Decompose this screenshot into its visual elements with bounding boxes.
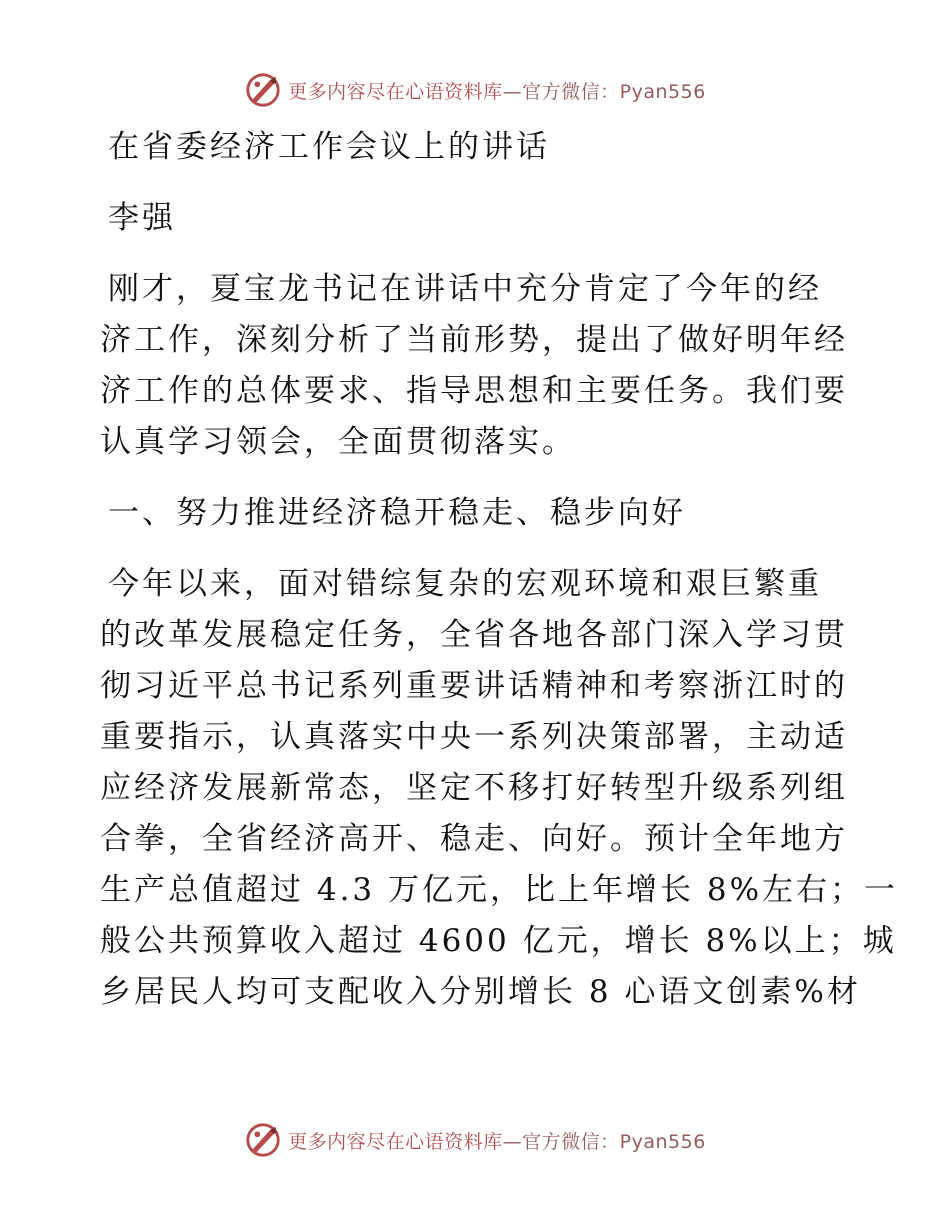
paragraph-line: 今年以来，面对错综复杂的宏观环境和艰巨繁重	[108, 566, 822, 602]
watermark-banner-bottom	[0, 1118, 950, 1162]
paragraph-line: 生产总值超过 4.3 万亿元，比上年增长 8%左右；一	[100, 872, 899, 908]
watermark-main: 更多内容尽在心语资料库	[288, 80, 503, 103]
paragraph-line: 的改革发展稳定任务，全省各地各部门深入学习贯	[100, 617, 848, 653]
watermark-wechat: 官方微信：Pyan556	[522, 1130, 706, 1153]
watermark-dash: —	[502, 1130, 523, 1153]
paragraph-line: 重要指示，认真落实中央一系列决策部署，主动适	[100, 719, 848, 755]
pen-logo-icon	[244, 71, 282, 109]
watermark-dash: —	[502, 80, 523, 103]
watermark-main: 更多内容尽在心语资料库	[288, 1130, 503, 1153]
document-title: 在省委经济工作会议上的讲话	[108, 129, 550, 165]
paragraph-line: 认真学习领会，全面贯彻落实。	[100, 424, 576, 460]
paragraph-line: 应经济发展新常态，坚定不移打好转型升级系列组	[100, 770, 848, 806]
paragraph-intro	[100, 264, 852, 468]
watermark-banner-top	[0, 68, 950, 112]
document-body	[100, 122, 899, 1018]
paragraph-line: 济工作的总体要求、指导思想和主要任务。我们要	[100, 373, 848, 409]
paragraph-line: 刚才，夏宝龙书记在讲话中充分肯定了今年的经	[108, 271, 822, 307]
paragraph-line: 济工作，深刻分析了当前形势，提出了做好明年经	[100, 322, 848, 358]
section-heading	[100, 488, 852, 539]
paragraph-line: 乡居民人均可支配收入分别增长 8 心语文创素%材	[100, 974, 861, 1010]
paragraph-body	[100, 559, 899, 1018]
watermark-text	[288, 1127, 706, 1154]
paragraph-line: 彻习近平总书记系列重要讲话精神和考察浙江时的	[100, 668, 848, 704]
document-author: 李强	[108, 200, 176, 236]
pen-logo-icon	[244, 1121, 282, 1159]
paragraph-line: 般公共预算收入超过 4600 亿元，增长 8%以上；城	[100, 923, 897, 959]
section-heading-text: 一、努力推进经济稳开稳走、稳步向好	[108, 495, 686, 531]
watermark-wechat: 官方微信：Pyan556	[522, 80, 706, 103]
watermark-text	[288, 77, 706, 104]
paragraph-line: 合拳，全省经济高开、稳走、向好。预计全年地方	[100, 821, 848, 857]
